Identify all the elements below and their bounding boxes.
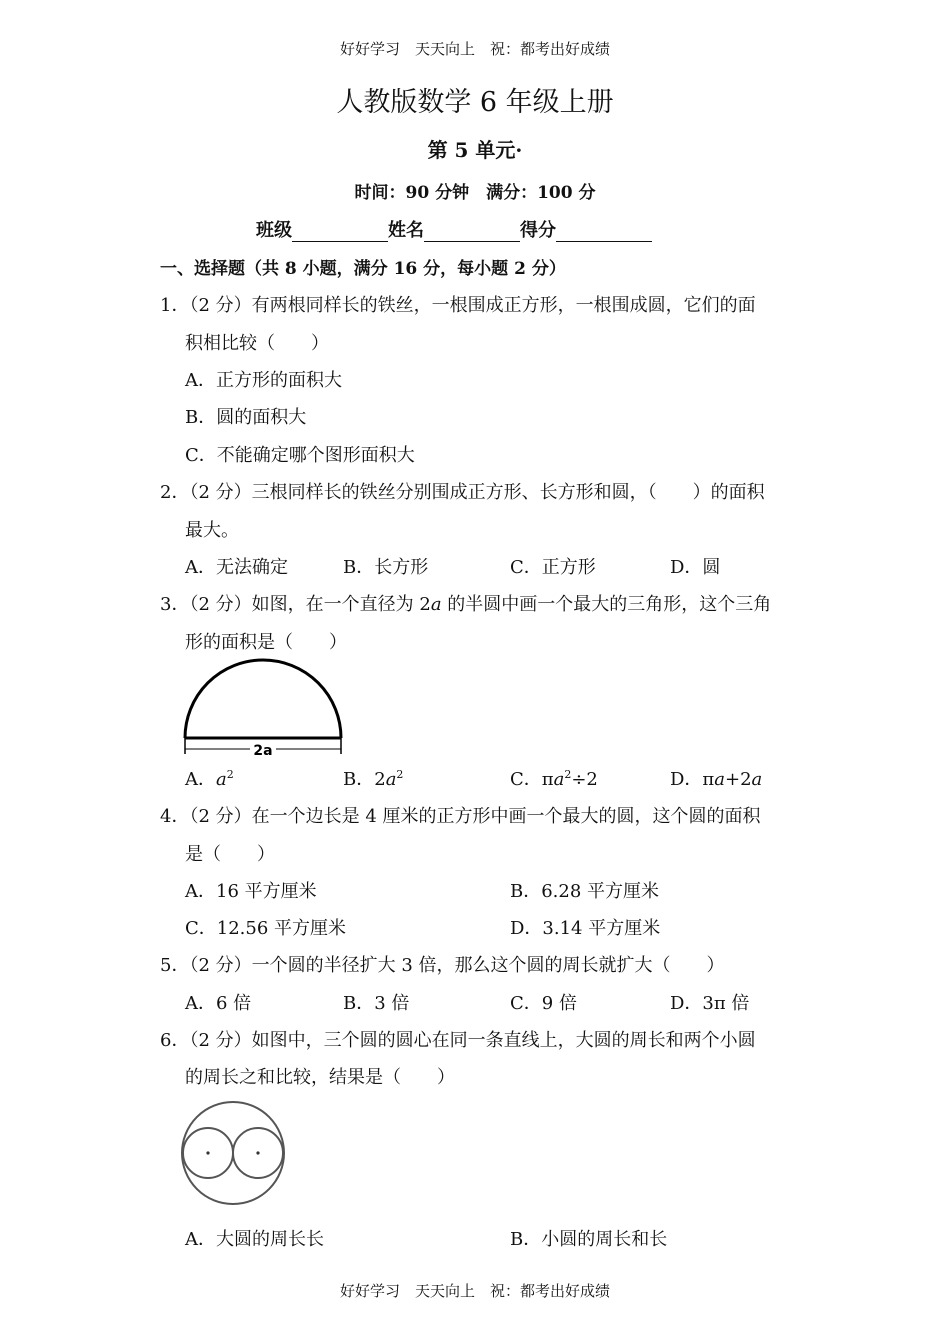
q6-line2: 的周长之和比较，结果是（ ） — [185, 1067, 455, 1088]
q2-option-c: C．正方形 — [510, 557, 596, 578]
q4-option-b: B．6.28 平方厘米 — [510, 881, 660, 902]
q4-option-a: A．16 平方厘米 — [185, 881, 317, 902]
q4-line1: 4．（2 分）在一个边长是 4 厘米的正方形中画一个最大的圆，这个圆的面积 — [160, 806, 761, 827]
q5-option-b: B．3 倍 — [343, 993, 410, 1014]
q1-option-a: A．正方形的面积大 — [185, 370, 342, 391]
q2-line1: 2．（2 分）三根同样长的铁丝分别围成正方形、长方形和圆，（ ）的面积 — [160, 482, 765, 503]
q6-line1: 6．（2 分）如图中，三个圆的圆心在同一条直线上，大圆的周长和两个小圆 — [160, 1030, 756, 1051]
q4-line2: 是（ ） — [185, 844, 275, 865]
semicircle-arc — [185, 660, 341, 738]
center-dot-left — [206, 1151, 209, 1154]
name-blank — [424, 223, 520, 242]
q1-line1: 1．（2 分）有两根同样长的铁丝，一根围成正方形，一根围成圆，它们的面 — [160, 295, 756, 316]
q3-line1: 3．（2 分）如图，在一个直径为 2a 的半圆中画一个最大的三角形，这个三角 — [160, 594, 772, 615]
q2-line2: 最大。 — [185, 520, 239, 541]
q3-line2: 形的面积是（ ） — [185, 632, 347, 653]
student-info-line — [256, 216, 652, 242]
diameter-label: 2a — [253, 743, 273, 759]
q1-option-c: C．不能确定哪个图形面积大 — [185, 445, 415, 466]
q3-option-d: D．πa+2a — [670, 769, 763, 790]
name-label: 姓名 — [388, 220, 424, 241]
section-heading: 一、选择题（共 8 小题，满分 16 分，每小题 2 分） — [160, 259, 566, 279]
circles-figure — [178, 1100, 290, 1210]
score-blank — [556, 223, 652, 242]
time-score-line: 时间：90 分钟 满分：100 分 — [354, 183, 596, 203]
q5-option-a: A．6 倍 — [185, 993, 252, 1014]
unit-title: 第 5 单元· — [427, 138, 523, 162]
q2-option-a: A．无法确定 — [185, 557, 288, 578]
semicircle-figure — [178, 654, 348, 764]
q3-option-a: A．$a^2$ — [185, 768, 234, 790]
q3-option-c: C．$\pi a^2\div 2$ — [510, 768, 598, 790]
q5-option-c: C．9 倍 — [510, 993, 577, 1014]
q6-option-a: A．大圆的周长长 — [185, 1229, 324, 1250]
q5-option-d: D．3π 倍 — [670, 993, 750, 1014]
q6-option-b: B．小圆的周长和长 — [510, 1229, 668, 1250]
q3-option-b: B．$2a^2$ — [343, 768, 404, 790]
q2-option-d: D．圆 — [670, 557, 721, 578]
page-header: 好好学习 天天向上 祝：都考出好成绩 — [339, 40, 610, 58]
center-dot-right — [256, 1151, 259, 1154]
class-label: 班级 — [256, 220, 292, 241]
page-footer: 好好学习 天天向上 祝：都考出好成绩 — [339, 1282, 610, 1300]
q4-option-c: C．12.56 平方厘米 — [185, 918, 347, 939]
q1-option-b: B．圆的面积大 — [185, 407, 307, 428]
class-blank — [292, 223, 388, 242]
page-title: 人教版数学 6 年级上册 — [336, 87, 614, 118]
q2-option-b: B．长方形 — [343, 557, 429, 578]
q1-line2: 积相比较（ ） — [185, 333, 329, 354]
score-label: 得分 — [520, 220, 556, 241]
q4-option-d: D．3.14 平方厘米 — [510, 918, 661, 939]
q5-line1: 5．（2 分）一个圆的半径扩大 3 倍，那么这个圆的周长就扩大（ ） — [160, 955, 725, 976]
